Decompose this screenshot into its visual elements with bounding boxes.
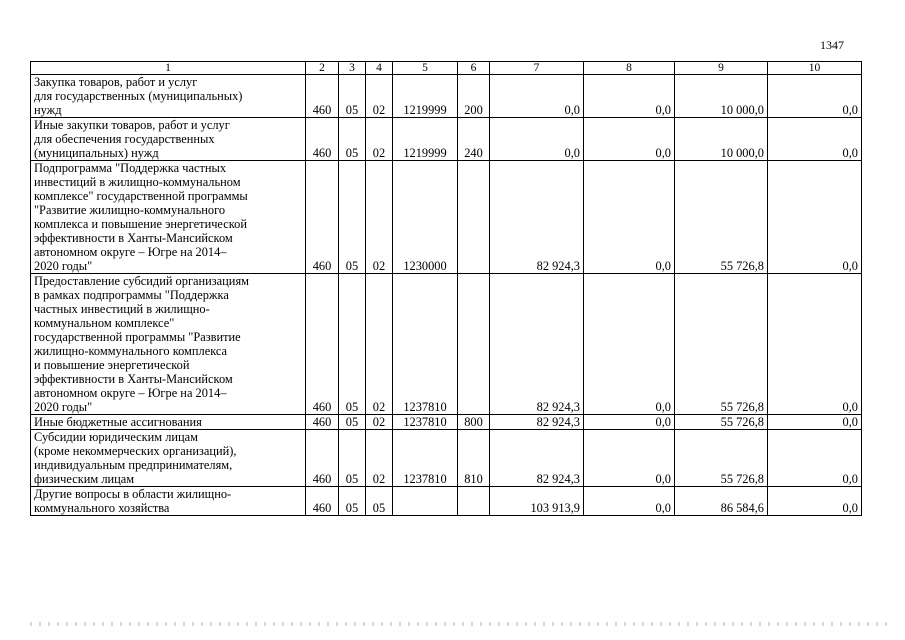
cell-code: 460: [306, 487, 339, 516]
cell-type: [458, 161, 490, 274]
cell-value: 10 000,0: [675, 75, 768, 118]
table-row: [31, 274, 862, 415]
cell-value: 0,0: [768, 118, 862, 161]
cell-value: 0,0: [584, 118, 675, 161]
cell-code: 460: [306, 75, 339, 118]
cell-section: 05: [339, 430, 366, 487]
row-name: Закупка товаров, работ и услуг для государственных (муниципальных) нужд: [31, 75, 306, 118]
row-name: Субсидии юридическим лицам (кроме некоммерческих организаций), индивидуальным предпринимателям, физическим лицам: [31, 430, 306, 487]
cell-value: 0,0: [768, 430, 862, 487]
cell-subsection: 02: [366, 161, 393, 274]
cell-value: 0,0: [584, 487, 675, 516]
column-header: 5: [393, 62, 458, 75]
cell-section: 05: [339, 487, 366, 516]
cell-value: 0,0: [584, 75, 675, 118]
column-header: 4: [366, 62, 393, 75]
table-row: [31, 430, 862, 487]
cell-code: 460: [306, 415, 339, 430]
cell-value: 82 924,3: [490, 415, 584, 430]
row-name: Предоставление субсидий организациям в рамках подпрограммы "Поддержка частных инвестиций в жилищно- коммунальном комплексе" государственной программы "Развитие жилищно-коммунального комплекса и повышение энергетической эффективности в Ханты-Мансийском автономном округе – Югре на 2014– 2020 годы": [31, 274, 306, 415]
column-header: 10: [768, 62, 862, 75]
cell-code: 460: [306, 430, 339, 487]
cell-code: 460: [306, 274, 339, 415]
cell-value: 55 726,8: [675, 430, 768, 487]
cell-value: 82 924,3: [490, 274, 584, 415]
column-header: 2: [306, 62, 339, 75]
table-row: [31, 75, 862, 118]
cell-value: 10 000,0: [675, 118, 768, 161]
cell-target: 1237810: [393, 274, 458, 415]
cell-value: 0,0: [584, 415, 675, 430]
cell-section: 05: [339, 118, 366, 161]
cell-section: 05: [339, 274, 366, 415]
cell-value: 86 584,6: [675, 487, 768, 516]
cell-subsection: 02: [366, 415, 393, 430]
cell-value: 55 726,8: [675, 415, 768, 430]
column-header: 9: [675, 62, 768, 75]
cell-value: 0,0: [768, 161, 862, 274]
cell-type: [458, 274, 490, 415]
cell-subsection: 05: [366, 487, 393, 516]
column-header: 3: [339, 62, 366, 75]
table-row: [31, 415, 862, 430]
cell-subsection: 02: [366, 118, 393, 161]
cell-value: 0,0: [584, 274, 675, 415]
cell-type: 200: [458, 75, 490, 118]
cell-value: 82 924,3: [490, 430, 584, 487]
row-name: Другие вопросы в области жилищно- коммунального хозяйства: [31, 487, 306, 516]
cell-type: 810: [458, 430, 490, 487]
cell-value: 0,0: [584, 161, 675, 274]
cell-value: 0,0: [768, 487, 862, 516]
cell-type: 800: [458, 415, 490, 430]
cell-type: [458, 487, 490, 516]
cell-target: 1237810: [393, 415, 458, 430]
cell-value: 0,0: [768, 274, 862, 415]
cell-target: 1219999: [393, 75, 458, 118]
cell-value: 0,0: [768, 415, 862, 430]
cell-value: 0,0: [768, 75, 862, 118]
cell-target: 1237810: [393, 430, 458, 487]
cell-section: 05: [339, 161, 366, 274]
cell-type: 240: [458, 118, 490, 161]
cell-subsection: 02: [366, 75, 393, 118]
column-header: 6: [458, 62, 490, 75]
cell-code: 460: [306, 118, 339, 161]
cell-section: 05: [339, 415, 366, 430]
budget-table: [30, 61, 862, 516]
row-name: Иные бюджетные ассигнования: [31, 415, 306, 430]
cell-value: 0,0: [490, 118, 584, 161]
cell-subsection: 02: [366, 430, 393, 487]
cell-subsection: 02: [366, 274, 393, 415]
table-row: [31, 161, 862, 274]
cell-code: 460: [306, 161, 339, 274]
cell-target: 1219999: [393, 118, 458, 161]
header-row: [31, 62, 862, 75]
cell-value: 0,0: [490, 75, 584, 118]
table-row: [31, 487, 862, 516]
page-number: 1347: [820, 38, 844, 52]
cell-section: 05: [339, 75, 366, 118]
table-row: [31, 118, 862, 161]
column-header: 8: [584, 62, 675, 75]
cell-target: 1230000: [393, 161, 458, 274]
column-header: 1: [31, 62, 306, 75]
cell-value: 55 726,8: [675, 161, 768, 274]
column-header: 7: [490, 62, 584, 75]
row-name: Иные закупки товаров, работ и услуг для обеспечения государственных (муниципальных) нужд: [31, 118, 306, 161]
cell-value: 55 726,8: [675, 274, 768, 415]
cell-value: 103 913,9: [490, 487, 584, 516]
cell-value: 0,0: [584, 430, 675, 487]
cell-target: [393, 487, 458, 516]
cell-value: 82 924,3: [490, 161, 584, 274]
scan-noise: [30, 622, 890, 626]
row-name: Подпрограмма "Поддержка частных инвестиций в жилищно-коммунальном комплексе" государственной программы "Развитие жилищно-коммунального комплекса и повышение энергетической эффективности в Ханты-Мансийском автономном округе – Югре на 2014– 2020 годы": [31, 161, 306, 274]
